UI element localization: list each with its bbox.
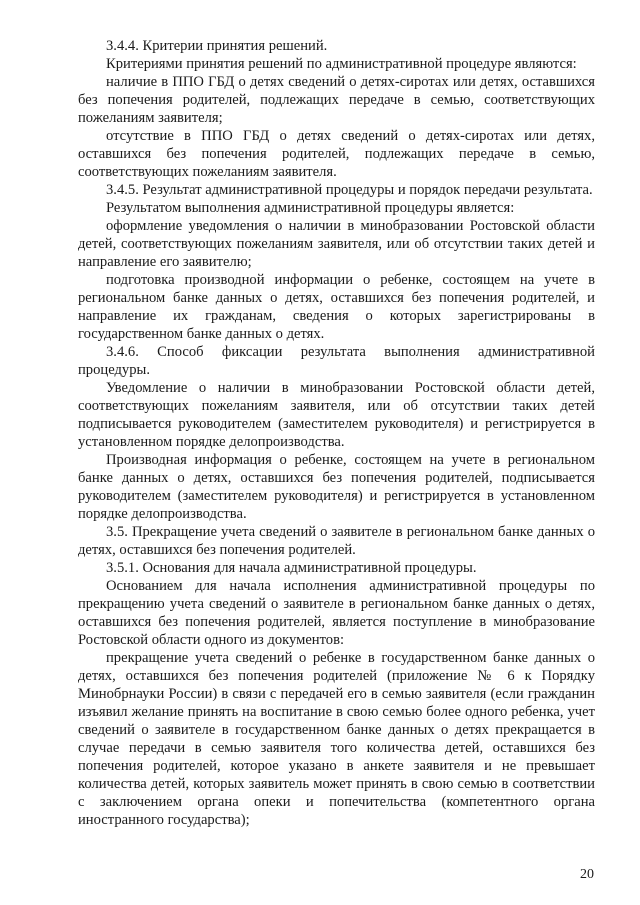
paragraph: подготовка производной информации о ребенке, состоящем на учете в региональном банке данных о детях, оставшихся без попечения родителей, и направление их гражданам, сведения о которых зарегистрированы в государственном банке данных о детях. xyxy=(78,272,595,342)
paragraph: Уведомление о наличии в минобразовании Ростовской области детей, соответствующих пожеланиям заявителя, или об отсутствии таких детей подписывается руководителем (заместителем руководителя) и регистрируется в установленном порядке делопроизводства. xyxy=(78,380,595,450)
paragraph: наличие в ППО ГБД о детях сведений о детях-сиротах или детях, оставшихся без попечения родителей, подлежащих передаче в семью, соответствующих пожеланиям заявителя; xyxy=(78,74,595,126)
paragraph: отсутствие в ППО ГБД о детях сведений о детях-сиротах или детях, оставшихся без попечения родителей, подлежащих передаче в семью, соответствующих пожеланиям заявителя. xyxy=(78,128,595,180)
paragraph: Производная информация о ребенке, состоящем на учете в региональном банке данных о детях, оставшихся без попечения родителей, подписывается руководителем (заместителем руководителя) и регистрируется в установленном порядке делопроизводства. xyxy=(78,452,595,522)
paragraph: Результатом выполнения административной процедуры является: xyxy=(106,200,515,216)
paragraph: 3.4.6. Способ фиксации результата выполнения административной процедуры. xyxy=(78,344,595,378)
paragraph: Основанием для начала исполнения административной процедуры по прекращению учета сведений о заявителе в региональном банке данных о детях, оставшихся без попечения родителей, является поступление в минобразование Ростовской области одного из документов: xyxy=(78,578,595,648)
paragraph: 3.4.5. Результат административной процедуры и порядок передачи результата. xyxy=(106,182,593,198)
paragraph: прекращение учета сведений о ребенке в государственном банке данных о детях, оставшихся без попечения родителей (приложение № 6 к Порядку Минобрнауки России) в связи с передачей его в семью заявителя (если гражданин изъявил желание принять на воспитание в свою семью более одного ребенка, учет сведений о заявителе в государственном банке данных о детях прекращается в случае передачи в семью заявителя того количества детей, оставшихся без попечения родителей, которое указано в анкете заявителя и не превышает количества детей, которых заявитель может принять в свою семью в соответствии с заключением органа опеки и попечительства (компетентного органа иностранного государства); xyxy=(78,650,595,828)
paragraph: 3.5.1. Основания для начала административной процедуры. xyxy=(106,560,477,576)
paragraph: 3.5. Прекращение учета сведений о заявителе в региональном банке данных о детях, оставшихся без попечения родителей. xyxy=(78,524,595,558)
paragraph: 3.4.4. Критерии принятия решений. xyxy=(106,38,328,54)
paragraph: Критериями принятия решений по административной процедуре являются: xyxy=(106,56,577,72)
paragraph: оформление уведомления о наличии в минобразовании Ростовской области детей, соответствующих пожеланиям заявителя, или об отсутствии таких детей и направление его заявителю; xyxy=(78,218,595,270)
page-number: 20 xyxy=(580,867,594,882)
document-body xyxy=(78,37,595,829)
